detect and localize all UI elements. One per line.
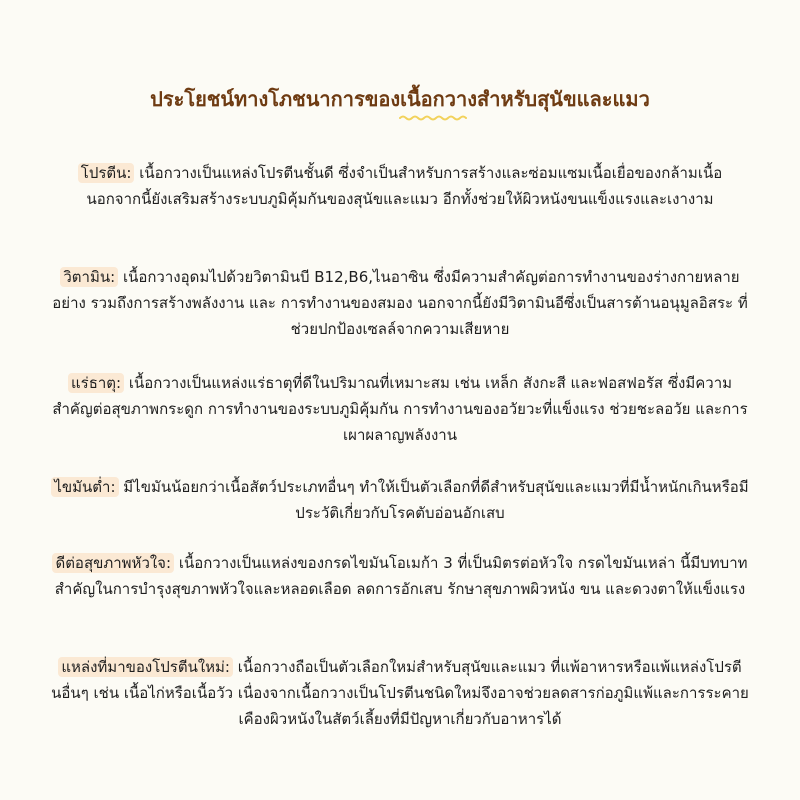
page-title: ประโยชน์ทางโภชนาการของเนื้อกวางสำหรับสุนัขและแมว	[150, 87, 650, 111]
section-text: เนื้อกวางเป็นแหล่งแร่ธาตุที่ดีในปริมาณที่เหมาะสม เช่น เหล็ก สังกะสี และฟอสฟอรัส ซึ่งมีความสำคัญต่อสุขภาพกระดูก การทำงานของระบบภูมิคุ้มกัน การทำงานของอวัยวะที่แข็งแรง ช่วยชะลอวัย และการเผาผลาญพลังงาน	[52, 374, 748, 444]
section-label: วิตามิน:	[60, 267, 118, 287]
section-vitamins	[50, 264, 750, 342]
section-text: เนื้อกวางเป็นแหล่งโปรตีนชั้นดี ซึ่งจำเป็นสำหรับการสร้างและซ่อมแซมเนื้อเยื่อของกล้ามเนื้อ นอกจากนี้ยังเสริมสร้างระบบภูมิคุ้มกันของสุนัขและแมว อีกทั้งช่วยให้ผิวหนังขนแข็งแรงและเงางาม	[86, 164, 723, 208]
section-low-fat	[50, 474, 750, 526]
section-protein	[50, 160, 750, 212]
section-minerals	[50, 370, 750, 448]
section-label: แร่ธาตุ:	[68, 373, 124, 393]
section-text: เนื้อกวางเป็นแหล่งของกรดไขมันโอเมก้า 3 ที่เป็นมิตรต่อหัวใจ กรดไขมันเหล่า นี้มีบทบาทสำคัญในการบำรุงสุขภาพหัวใจและหลอดเลือด ลดการอักเสบ รักษาสุขภาพผิวหนัง ขน และดวงตาให้แข็งแรง	[54, 554, 748, 598]
section-label: โปรตีน:	[78, 163, 135, 183]
section-text: มีไขมันน้อยกว่าเนื้อสัตว์ประเภทอื่นๆ ทำให้เป็นตัวเลือกที่ดีสำหรับสุนัขและแมวที่มีน้ำหนักเกินหรือมีประวัติเกี่ยวกับโรคตับอ่อนอักเสบ	[123, 478, 749, 522]
section-label: ไขมันต่ำ:	[51, 477, 118, 497]
section-text: เนื้อกวางถือเป็นตัวเลือกใหม่สำหรับสุนัขและแมว ที่แพ้อาหารหรือแพ้แหล่งโปรตีนอื่นๆ เช่น เนื้อไก่หรือเนื้อวัว เนื่องจากเนื้อกวางเป็นโปรตีนชนิดใหม่จึงอาจช่วยลดสารก่อภูมิแพ้และการระคายเคืองผิวหนังในสัตว์เลี้ยงที่มีปัญหาเกี่ยวกับอาหารได้	[51, 658, 749, 728]
section-novel-protein	[50, 654, 750, 732]
section-label: ดีต่อสุขภาพหัวใจ:	[52, 553, 174, 573]
section-text: เนื้อกวางอุดมไปด้วยวิตามินบี B12,B6,ไนอาซิน ซึ่งมีความสำคัญต่อการทำงานของร่างกายหลายอย่าง รวมถึงการสร้างพลังงาน และ การทำงานของสมอง นอกจากนี้ยังมีวิตามินอีซึ่งเป็นสารต้านอนุมูลอิสระ ที่ช่วยปกป้องเซลล์จากความเสียหาย	[52, 268, 748, 338]
section-label: แหล่งที่มาของโปรตีนใหม่:	[58, 657, 233, 677]
section-heart-health	[50, 550, 750, 602]
title-underline-squiggle	[399, 114, 467, 122]
